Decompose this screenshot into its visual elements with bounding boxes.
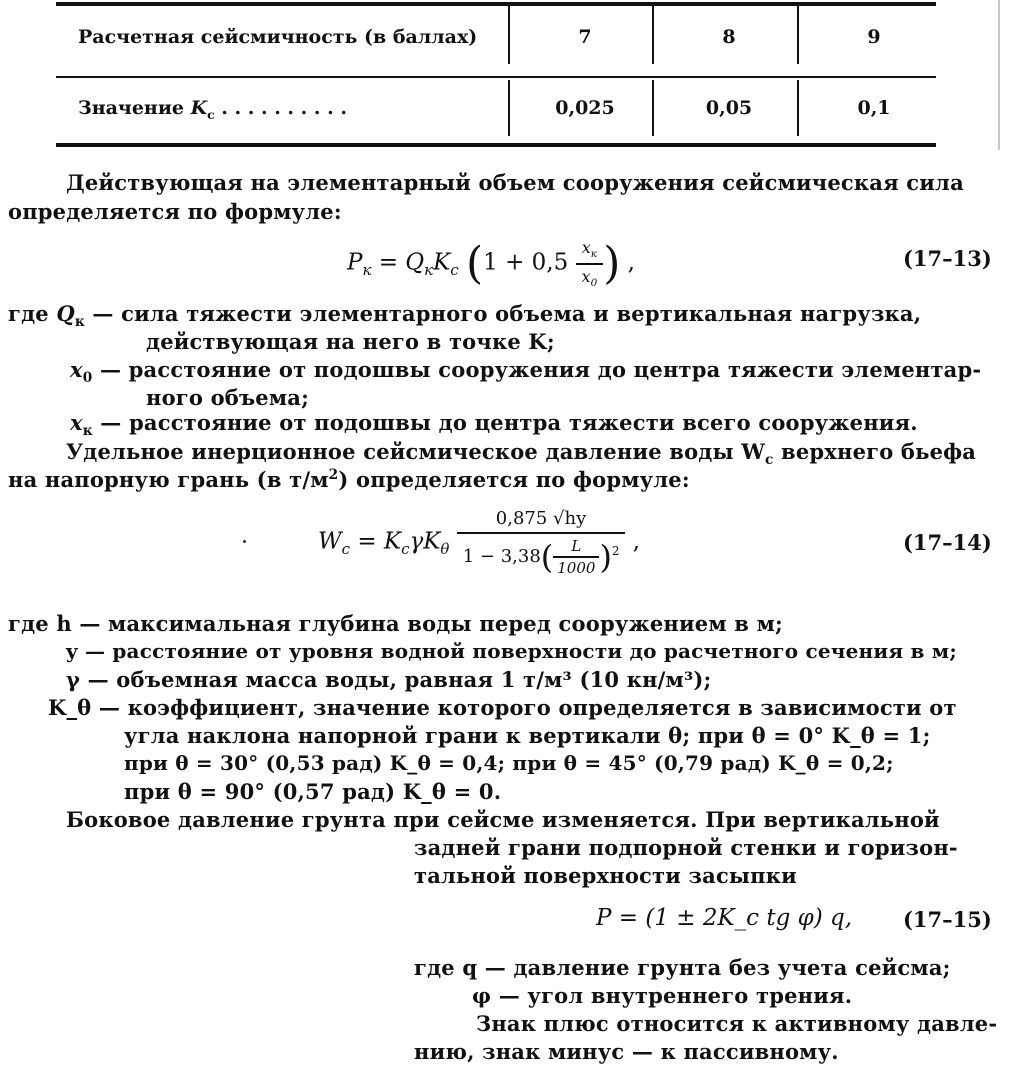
definition-line: ного объема; [146, 385, 310, 410]
formula-17-15: P = (1 ± 2K_c tg φ) q, [596, 905, 853, 931]
definition-line: K_θ — коэффициент, значение которого определяется в зависимости от [48, 695, 957, 720]
table-cell: 0,05 [705, 97, 753, 119]
definition-line: φ — угол внутреннего трения. [472, 983, 853, 1008]
equation-number: (17–15) [903, 907, 992, 932]
paragraph-line: определяется по формуле: [8, 199, 342, 224]
definition-line: угла наклона напорной грани к вертикали θ; при θ = 0° K_θ = 1; [124, 723, 931, 748]
definition-line: где h — максимальная глубина воды перед сооружением в м; [8, 611, 783, 636]
definition-line: $x_0$ — расстояние от подошвы сооружения до центра тяжести элементар- [70, 357, 982, 387]
definition-line: y — расстояние от уровня водной поверхности до расчетного сечения в м; [66, 639, 957, 663]
paragraph-line: на напорную грань (в $т/м^2$) определяется по формуле: [8, 467, 690, 492]
definition-line: где $Q_к$ — сила тяжести элементарного объема и вертикальная нагрузка, [8, 301, 922, 331]
table-cell: 0,1 [857, 97, 891, 119]
print-speck [243, 540, 246, 543]
definition-line: при θ = 90° (0,57 рад) K_θ = 0. [124, 779, 502, 804]
table-divider [508, 6, 510, 64]
definition-line: нию, знак минус — к пассивному. [414, 1039, 839, 1064]
definition-line: $x_к$ — расстояние от подошвы до центра тяжести всего сооружения. [70, 410, 918, 440]
table-top-rule [56, 2, 936, 6]
equation-number: (17–13) [903, 246, 992, 271]
table-middle-rule [56, 76, 936, 78]
table-cell: 9 [867, 26, 881, 48]
table-cell: 8 [722, 26, 736, 48]
paragraph-line: Боковое давление грунта при сейсме изменяется. При вертикальной [66, 807, 940, 832]
formula-17-14: $W_c = K_c\gamma K_\theta$ 0,875 √hy 1 − 3,38( $\frac{L}{1000}$ )$^2$ , [318, 508, 640, 577]
definition-line: γ — объемная масса воды, равная 1 т/м³ (10 кн/м³); [66, 667, 712, 692]
definition-line: Знак плюс относится к активному давле- [476, 1011, 998, 1036]
table-row-label: Расчетная сейсмичность (в баллах) [78, 26, 478, 48]
paragraph-line: задней грани подпорной стенки и горизон- [414, 835, 958, 860]
formula-17-13: $P_к = Q_кK_c$ (1 + 0,5 $\frac{x_к}{x_0}$ ) , [347, 238, 635, 289]
definition-line: при θ = 30° (0,53 рад) K_θ = 0,4; при θ = 45° (0,79 рад) K_θ = 0,2; [124, 751, 894, 775]
table-row-label: Значение $K_c$ . . . . . . . . . . [78, 97, 347, 122]
paragraph-line: тальной поверхности засыпки [414, 863, 797, 888]
table-divider [508, 80, 510, 136]
paragraph-line: Действующая на элементарный объем сооружения сейсмическая сила [66, 170, 964, 195]
table-cell: 7 [578, 26, 592, 48]
definition-line: действующая на него в точке K; [146, 329, 555, 354]
table-cell: 0,025 [555, 97, 615, 119]
equation-number: (17–14) [903, 530, 992, 555]
paragraph-line: Удельное инерционное сейсмическое давление воды $W_c$ верхнего бьефа [66, 439, 977, 469]
table-bottom-rule [56, 143, 936, 147]
definition-line: где q — давление грунта без учета сейсма; [414, 955, 951, 980]
scan-edge-artifact [998, 0, 1000, 150]
